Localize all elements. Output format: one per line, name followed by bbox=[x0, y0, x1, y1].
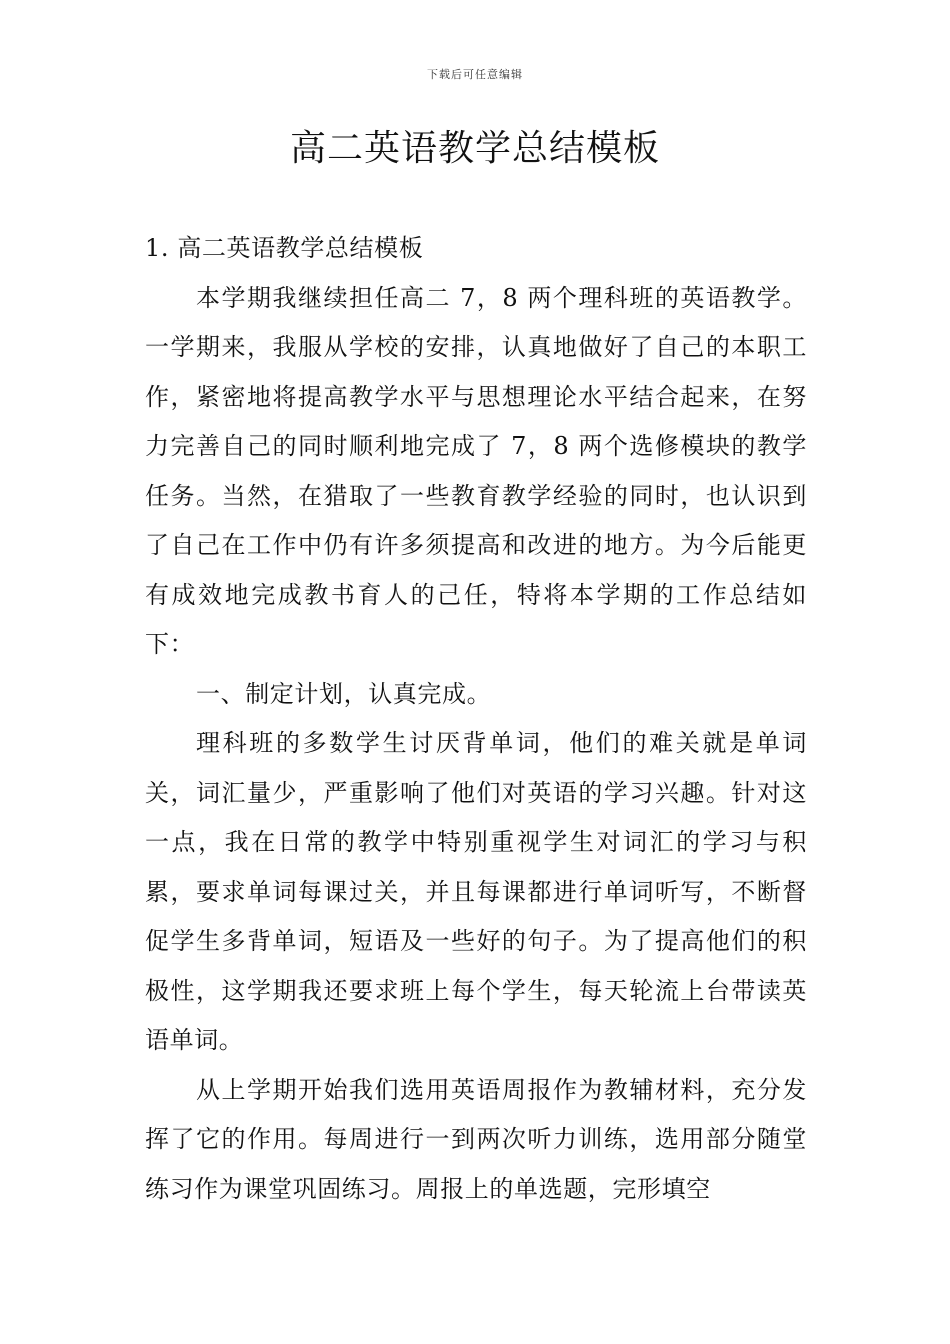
paragraph-intro: 本学期我继续担任高二 7，8 两个理科班的英语教学。一学期来，我服从学校的安排，认真地做好了自己的本职工作，紧密地将提高教学水平与思想理论水平结合起来，在努力完善自己的同时顺利地完成了 7，8 两个选修模块的教学任务。当然，在猎取了一些教育教学经验的同时，也认识到了自己在工作中仍有许多须提高和改进的地方。为今后能更有成效地完成教书育人的己任，特将本学期的工作总结如下： bbox=[145, 283, 807, 658]
paragraph-section-one-heading: 一、制定计划，认真完成。 bbox=[196, 679, 492, 708]
document-title: 高二英语教学总结模板 bbox=[289, 128, 660, 169]
document-body bbox=[145, 224, 807, 1214]
paragraph-weekly-paper: 从上学期开始我们选用英语周报作为教辅材料，充分发挥了它的作用。每周进行一到两次听力训练，选用部分随堂练习作为课堂巩固练习。周报上的单选题，完形填空 bbox=[145, 1075, 807, 1203]
paragraph-vocabulary: 理科班的多数学生讨厌背单词，他们的难关就是单词关，词汇量少，严重影响了他们对英语的学习兴趣。针对这一点，我在日常的教学中特别重视学生对词汇的学习与积累，要求单词每课过关，并且每课都进行单词听写，不断督促学生多背单词，短语及一些好的句子。为了提高他们的积极性，这学期我还要求班上每个学生，每天轮流上台带读英语单词。 bbox=[145, 729, 807, 1054]
download-note: 下载后可任意编辑 bbox=[427, 68, 523, 81]
section-heading: 1. 高二英语教学总结模板 bbox=[145, 234, 424, 262]
